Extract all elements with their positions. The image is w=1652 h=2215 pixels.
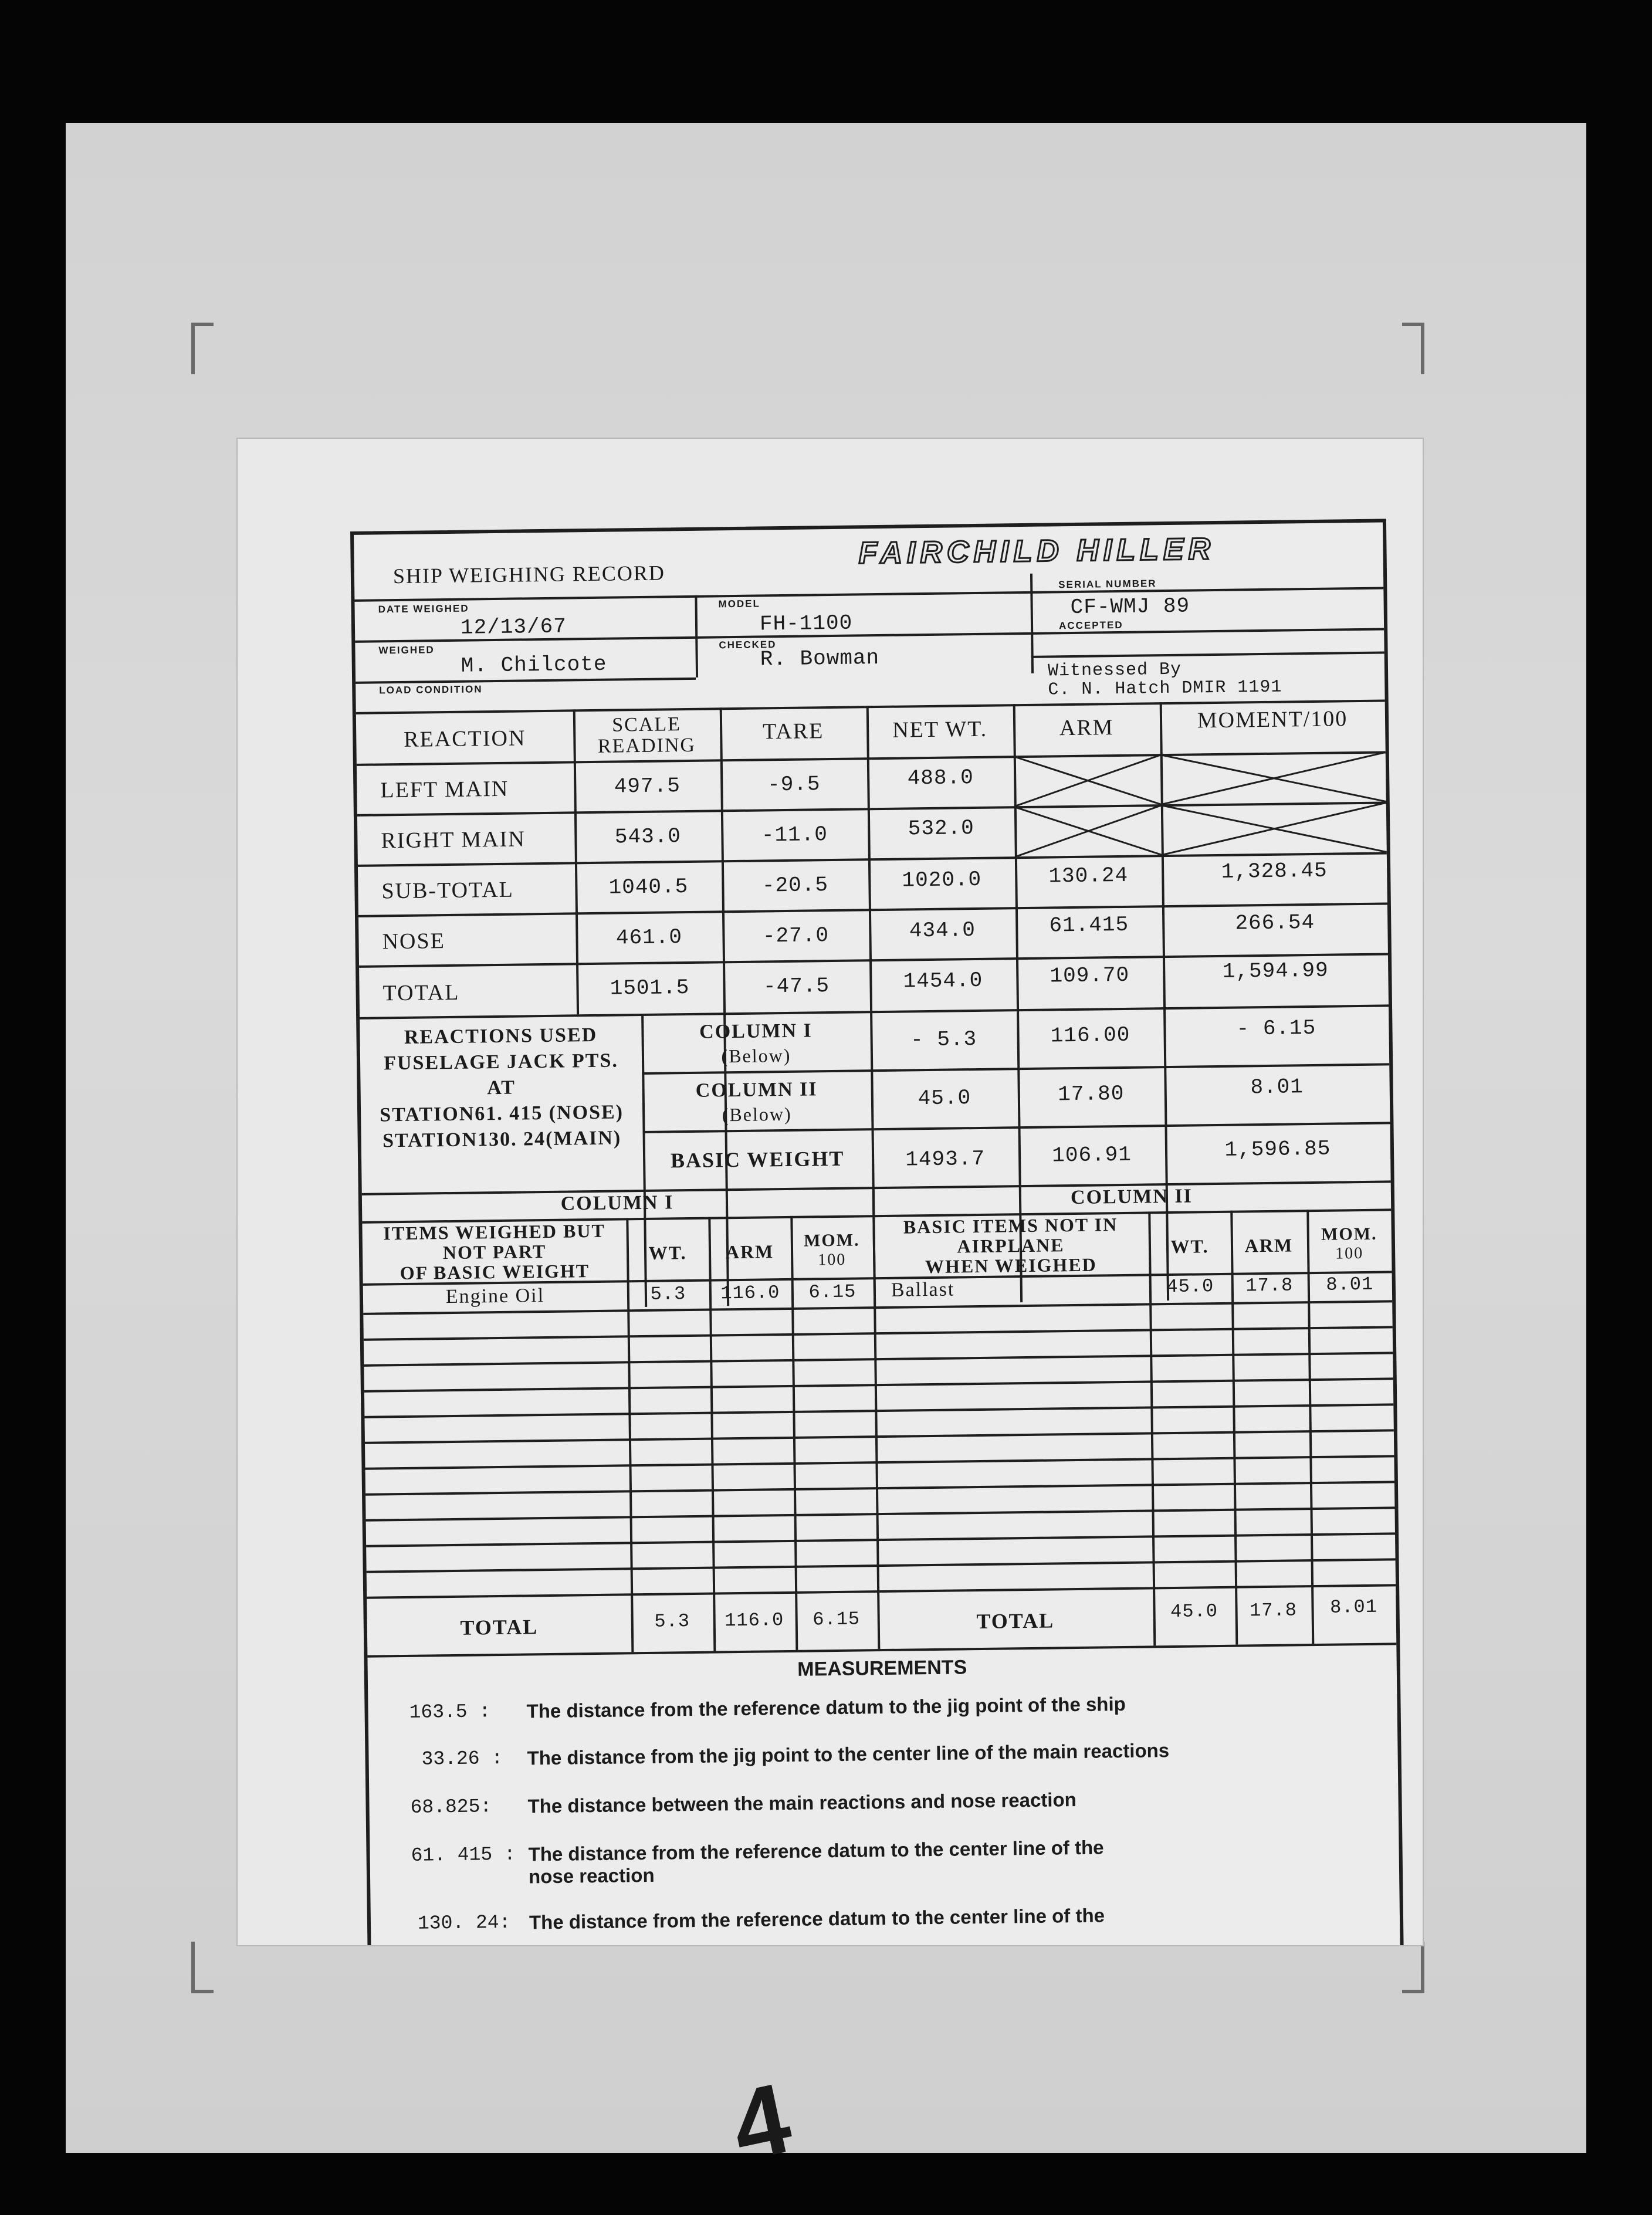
column-i-arm: 116.00 [1050, 1022, 1130, 1048]
checked-label: CHECKED [719, 639, 777, 651]
measurement-text: The distance from the reference datum to the center line of the [528, 1836, 1104, 1865]
measurement-value: 33.26 : [421, 1747, 503, 1770]
column-ii-ref-sub: (Below) [722, 1103, 792, 1126]
crop-mark-top-right [1402, 323, 1424, 374]
scale-reading-header: SCALE READING [597, 713, 696, 757]
reaction-name: LEFT MAIN [380, 776, 509, 803]
net-weight: 488.0 [907, 766, 974, 791]
net-weight: 1454.0 [903, 968, 983, 994]
measurement-value: 163.5 : [409, 1701, 491, 1723]
column-ii-net: 45.0 [918, 1086, 971, 1111]
checked-value: R. Bowman [760, 645, 880, 672]
column-i-ref: COLUMN I [699, 1020, 813, 1043]
witness-label: Witnessed By [1047, 659, 1182, 682]
measurement-text: The distance from the reference datum to the jig point of the ship [526, 1693, 1126, 1722]
moment-value: 1,594.99 [1222, 958, 1329, 984]
net-weight: 532.0 [908, 816, 975, 841]
net-weight: 434.0 [909, 918, 976, 943]
column-ii-item-arm: 17.8 [1245, 1274, 1294, 1297]
tare-value: -27.0 [762, 923, 830, 949]
column-ii-total-label: TOTAL [976, 1608, 1055, 1634]
crossed-out-cells [1015, 752, 1387, 856]
measurement-value: 68.825: [410, 1796, 492, 1818]
reactions-used-block [360, 1022, 643, 1154]
scale-reading: 1501.5 [610, 975, 690, 1001]
column-i-header [362, 1220, 627, 1283]
column-i-item: Engine Oil [445, 1285, 545, 1308]
tare-value: -47.5 [763, 974, 830, 999]
column-i-item-mom: 6.15 [808, 1281, 857, 1303]
tare-value: -11.0 [761, 822, 828, 848]
column-i-header-line: NOT PART [442, 1241, 547, 1264]
column-i-mom-header: MOM. [803, 1230, 860, 1251]
moment-header: MOMENT/100 [1197, 706, 1348, 733]
document-sheet [238, 439, 1423, 1945]
column-i-header-line: ITEMS WEIGHED BUT [383, 1220, 605, 1244]
weighing-form [350, 519, 1404, 1945]
reactions-used-line: STATION130. 24(MAIN) [382, 1127, 622, 1152]
serial-label: SERIAL NUMBER [1058, 578, 1157, 591]
column-ii-arm-header: ARM [1244, 1234, 1294, 1256]
net-weight: 1020.0 [902, 867, 982, 893]
column-i-header-line: OF BASIC WEIGHT [400, 1260, 590, 1284]
column-i-net: - 5.3 [910, 1027, 977, 1052]
date-value: 12/13/67 [460, 614, 567, 640]
weighed-value: M. Chilcote [461, 652, 607, 678]
column-i-title: COLUMN I [560, 1191, 674, 1215]
column-ii-item: Ballast [891, 1278, 955, 1301]
arm-value: 61.415 [1049, 912, 1129, 938]
moment-value: 266.54 [1235, 910, 1315, 936]
reaction-name: SUB-TOTAL [381, 877, 514, 904]
brand-logo: FAIRCHILD HILLER [858, 531, 1216, 571]
date-label: DATE WEIGHED [378, 602, 469, 615]
column-ii-total-arm: 17.8 [1249, 1599, 1298, 1622]
measurement-text: The distance from the reference datum to the center line of the [529, 1904, 1105, 1933]
reaction-header: REACTION [404, 726, 526, 752]
reactions-used-line: FUSELAGE JACK PTS. [384, 1049, 619, 1075]
column-i-moment: - 6.15 [1236, 1015, 1316, 1041]
tare-value: -9.5 [767, 772, 821, 797]
model-value: FH-1100 [759, 611, 853, 636]
scale-reading: 461.0 [615, 925, 683, 950]
tare-value: -20.5 [761, 873, 829, 898]
form-title: SHIP WEIGHING RECORD [392, 561, 666, 588]
accepted-label: ACCEPTED [1058, 619, 1123, 632]
handwritten-mark: 4 [722, 2062, 800, 2183]
column-ii-header-line: WHEN WEIGHED [925, 1254, 1097, 1278]
column-i-mom-sub: 100 [818, 1250, 847, 1269]
crop-mark-top-left [191, 323, 214, 374]
column-ii-moment: 8.01 [1250, 1075, 1304, 1100]
reaction-name: RIGHT MAIN [381, 827, 526, 854]
measurement-value: 130. 24: [417, 1911, 511, 1935]
column-i-item-wt: 5.3 [650, 1283, 686, 1305]
measurement-text-continued: nose reaction [528, 1864, 655, 1888]
column-i-total-label: TOTAL [460, 1615, 539, 1640]
serial-value: CF-WMJ 89 [1070, 594, 1190, 620]
column-ii-header-line: BASIC ITEMS NOT IN [903, 1214, 1118, 1238]
column-i-item-arm: 116.0 [720, 1282, 780, 1305]
column-i-arm-header: ARM [725, 1241, 774, 1263]
column-i-total-arm: 116.0 [724, 1609, 784, 1632]
witness-value: C. N. Hatch DMIR 1191 [1048, 677, 1282, 700]
arm-header: ARM [1059, 715, 1114, 741]
column-ii-ref: COLUMN II [695, 1078, 818, 1102]
scale-reading: 1040.5 [608, 875, 689, 900]
basic-weight-moment: 1,596.85 [1224, 1136, 1331, 1162]
column-ii-item-wt: 45.0 [1166, 1275, 1214, 1298]
column-ii-header-line: AIRPLANE [957, 1234, 1065, 1257]
reactions-used-line: AT [487, 1076, 516, 1099]
crop-mark-bottom-left [191, 1942, 214, 1993]
column-ii-wt-header: WT. [1170, 1235, 1209, 1258]
column-ii-arm: 17.80 [1058, 1081, 1125, 1107]
reactions-used-line: REACTIONS USED [404, 1024, 598, 1048]
scale-reading: 543.0 [614, 824, 682, 849]
model-label: MODEL [718, 598, 761, 610]
tare-header: TARE [762, 719, 824, 744]
measurement-text: The distance between the main reactions and nose reaction [527, 1789, 1076, 1817]
arm-value: 109.70 [1050, 963, 1130, 988]
measurement-text: The distance from the jig point to the center line of the main reactions [527, 1739, 1170, 1769]
column-ii-mom-header: MOM. [1321, 1224, 1377, 1244]
measurements-title: MEASUREMENTS [797, 1656, 967, 1681]
column-ii-item-mom: 8.01 [1326, 1273, 1374, 1296]
column-ii-mom-sub: 100 [1335, 1244, 1364, 1263]
basic-weight-arm: 106.91 [1052, 1142, 1132, 1168]
column-ii-title: COLUMN II [1070, 1185, 1193, 1209]
load-condition-label: LOAD CONDITION [379, 683, 483, 696]
weighed-label: WEIGHED [378, 644, 435, 656]
moment-value: 1,328.45 [1221, 858, 1328, 884]
column-i-total-wt: 5.3 [654, 1610, 690, 1633]
column-ii-header [872, 1214, 1149, 1277]
basic-weight-label: BASIC WEIGHT [670, 1146, 845, 1173]
column-i-total-mom: 6.15 [813, 1608, 861, 1631]
arm-value: 130.24 [1048, 863, 1129, 889]
reaction-name: TOTAL [382, 980, 460, 1006]
column-i-ref-sub: (Below) [721, 1044, 791, 1067]
column-ii-total-mom: 8.01 [1329, 1596, 1378, 1618]
scale-reading: 497.5 [614, 774, 681, 799]
column-i-wt-header: WT. [648, 1242, 687, 1264]
reaction-name: NOSE [382, 929, 446, 954]
measurement-value: 61. 415 : [411, 1843, 516, 1867]
net-wt-header: NET WT. [892, 716, 988, 743]
crop-mark-bottom-right [1402, 1942, 1424, 1993]
reactions-used-line: STATION61. 415 (NOSE) [380, 1101, 624, 1126]
column-ii-total-wt: 45.0 [1170, 1600, 1218, 1623]
basic-weight-net: 1493.7 [905, 1146, 986, 1172]
